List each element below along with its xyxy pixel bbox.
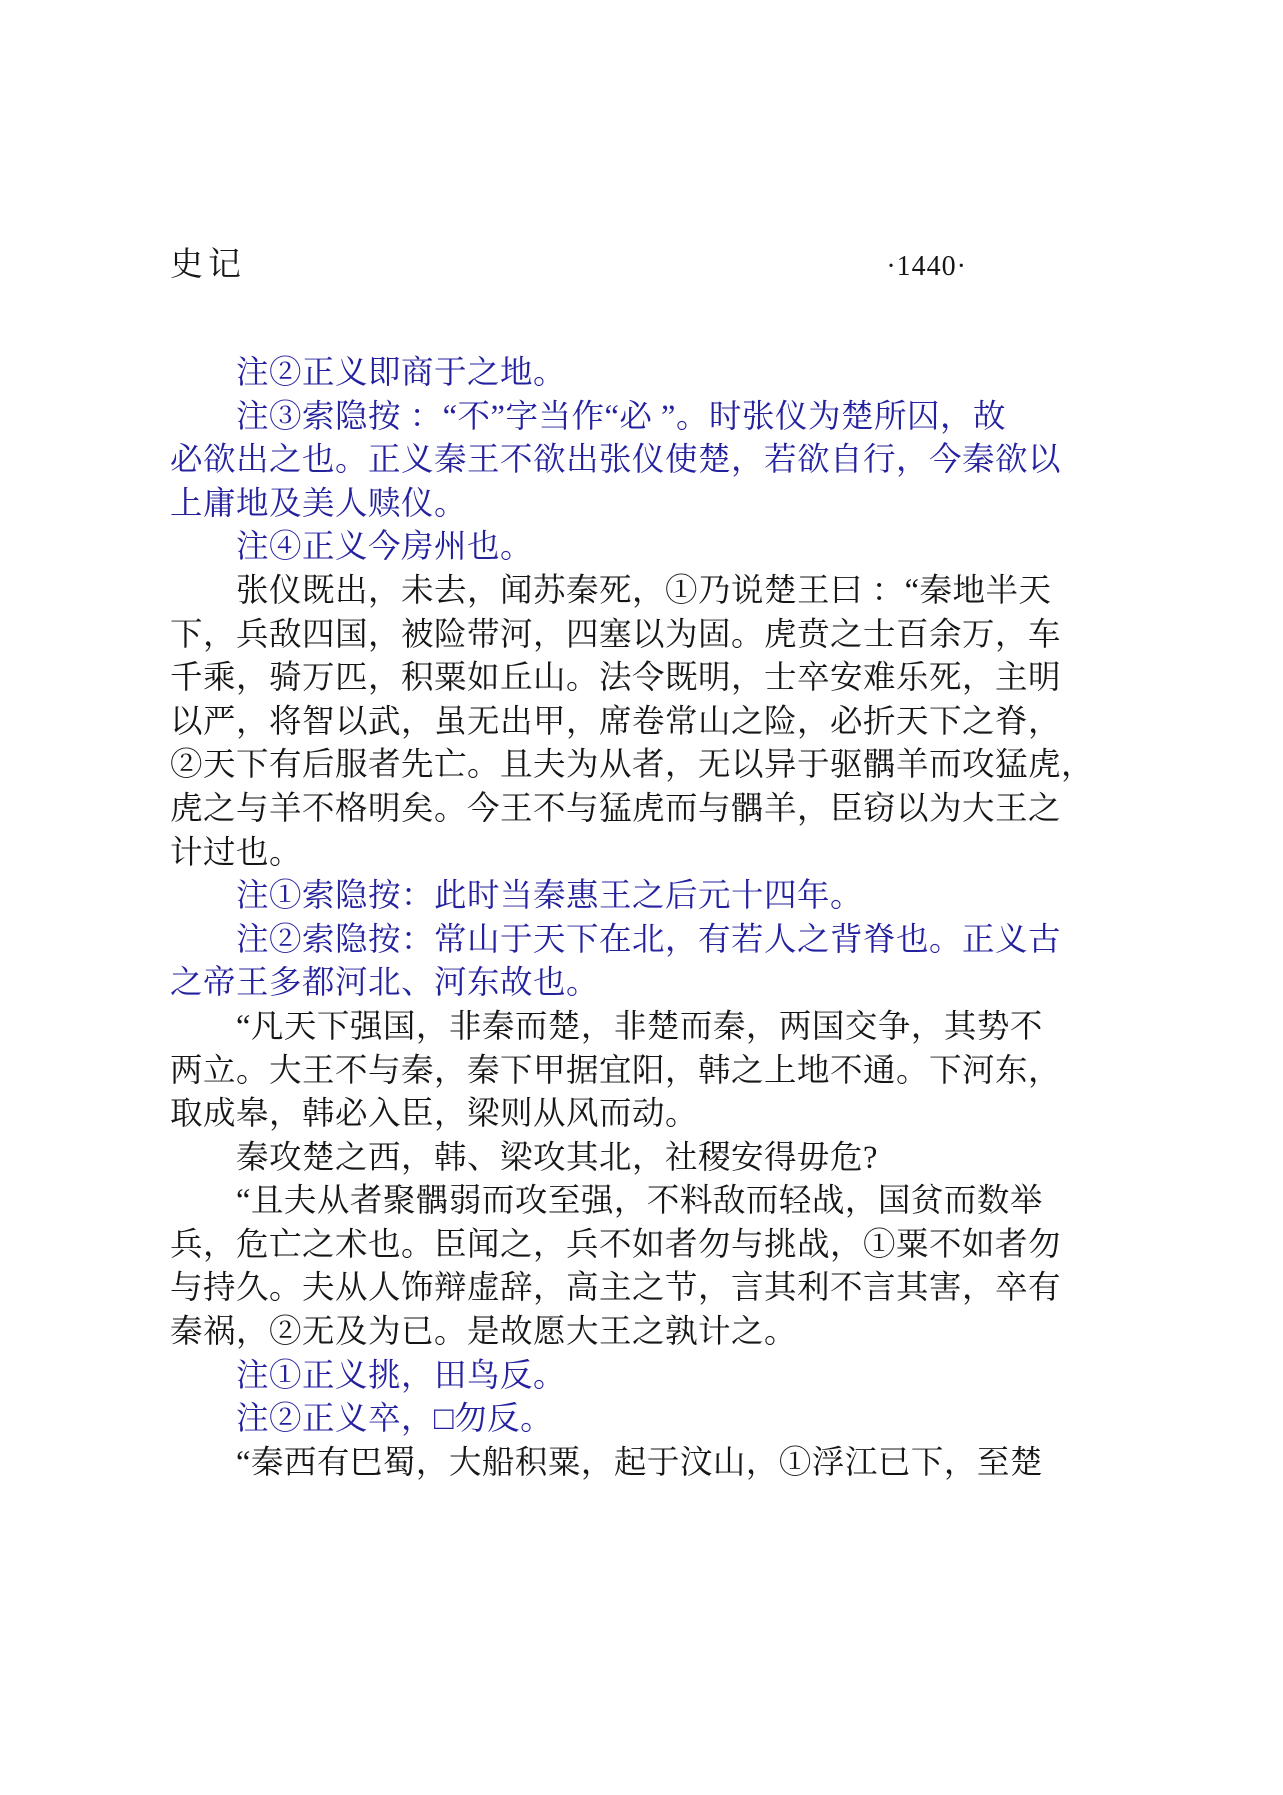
page-body [170,352,1095,1485]
annotation-line: 注①正义挑，田鸟反。 [236,1357,567,1394]
text-line: 千乘，骑万匹，积粟如丘山。法令既明，士卒安难乐死，主明 [170,660,1062,697]
text-line: 虎之与羊不格明矣。今王不与猛虎而与髃羊，臣窃以为大王之 [170,790,1062,827]
annotation-line: 注①索隐按：此时当秦惠王之后元十四年。 [236,878,864,915]
annotation-line: 注②正义卒，□勿反。 [236,1401,554,1438]
text-line: 以严，将智以武，虽无出甲，席卷常山之险，必折天下之脊， [170,703,1062,740]
text-line: 秦攻楚之西，韩、梁攻其北，社稷安得毋危? [236,1139,878,1176]
page-content [170,238,1095,1485]
annotation-line: 之帝王多都河北、河东故也。 [170,965,600,1002]
page-header [170,238,1015,283]
text-line: “秦西有巴蜀，大船积粟，起于汶山，①浮江已下，至楚 [236,1444,1043,1481]
text-line: 下，兵敌四国，被险带河，四塞以为固。虎贲之士百余万，车 [170,616,1062,653]
text-line: “凡天下强国，非秦而楚，非楚而秦，两国交争，其势不 [236,1008,1043,1045]
text-line: 张仪既出，未去，闻苏秦死，①乃说楚王曰 ：“秦地半天 [236,572,1052,609]
page-number: ·1440· [886,251,967,282]
text-line: 取成皋，韩必入臣，梁则从风而动。 [170,1096,699,1133]
annotation-line: 注③索隐按 ：“不”字当作“必 ”。时张仪为楚所囚，故 [236,398,1006,435]
text-line: 兵，危亡之术也。臣闻之，兵不如者勿与挑战，①粟不如者勿 [170,1226,1062,1263]
annotation-line: 注②索隐按：常山于天下在北，有若人之背脊也。正义古 [236,921,1062,958]
annotation-line: 注②正义即商于之地。 [236,355,567,391]
text-line: 两立。大王不与秦，秦下甲据宜阳，韩之上地不通。下河东， [170,1052,1062,1089]
text-line: 计过也。 [170,834,303,871]
annotation-line: 注④正义今房州也。 [236,529,534,566]
book-title: 史记 [170,247,246,283]
text-line: ②天下有后服者先亡。且夫为从者，无以异于驱髃羊而攻猛虎， [170,747,1095,784]
text-line: 与持久。夫从人饰辩虚辞，高主之节，言其利不言其害，卒有 [170,1270,1062,1307]
text-line: 秦祸，②无及为已。是故愿大王之孰计之。 [170,1314,798,1351]
annotation-line: 上庸地及美人赎仪。 [170,485,468,522]
text-line: “且夫从者聚髃弱而攻至强，不料敌而轻战，国贫而数举 [236,1183,1043,1220]
annotation-line: 必欲出之也。正义秦王不欲出张仪使楚，若欲自行，今秦欲以 [170,442,1062,479]
